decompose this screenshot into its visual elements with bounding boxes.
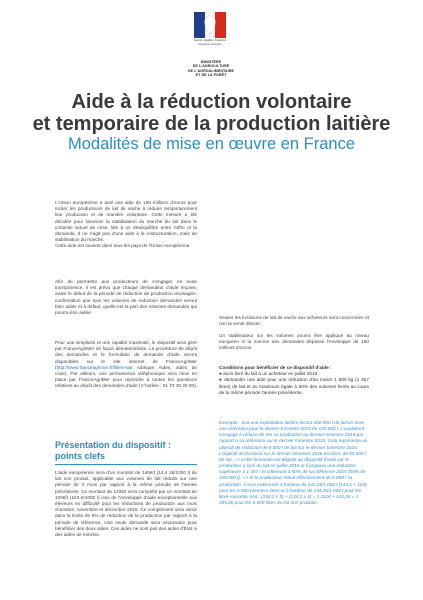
logo-motto: Liberté • Égalité • Fraternité (194, 39, 226, 42)
franceagrimer-link[interactable]: http://www.franceagrimer.fr/filiere-lait (56, 364, 133, 370)
condition-item: ● demander une aide pour une réduction d'au moins 1 500 kg (1 457 litres) de lait et au maximum égale à 50% des volumes livrés au cours de la même période l'année précédente. (219, 377, 369, 395)
conditions-title: Conditions pour bénéficier de ce dispositif d'aide : (219, 365, 332, 370)
key-points-paragraph: L'aide européenne sera d'un montant de 140€/t (14,4 2€/1000 l) de lait non produit, applicable aux volumes de lait réduits sur une période de 3 mois par rapport à la même période de l'année précédente. Ce montant de 140€/t sera complété par un montant de 100€/t (103 €/1000 l) issu de l'enveloppe d'aide exceptionnelle aux éleveurs en difficulté pour les réductions de production aux mois d'octobre, novembre et décembre 2016. Ce complément sera versé dans la limite de 5% de réduction de la production par rapport à la période de référence. Une seule demande sera nécessaire pour bénéficier des deux aides. Ces aides ne sont pas des aides d'État ni des aides de minimis. (55, 470, 197, 538)
procedure-paragraph: Pour une simplicité et une rapidité maximale, le dispositif sera géré par FranceAgriMer de façon dématérialisée. La procédure de dépôt des demandes et le formulaire de demande d'aide seront disponibles sur le site internet de FranceAgriMer (http://www.franceagrimer.fr/filiere-lait rubrique Aides, aides de crise). Par ailleurs, une permanence téléphonique sera mise en place par FranceAgriMer pour répondre à toutes les questions relatives au dépôt des demandes d'aide (n°hotline : 01 73 30 25 00). (55, 340, 197, 389)
page-subtitle: Modalités de mise en œuvre en France (67, 135, 356, 153)
conditions-block (219, 365, 369, 396)
page-title-line2: et temporaire de la production laitière (32, 113, 391, 135)
condition-item: ● avoir livré du lait à un acheteur en juillet 2016 (219, 371, 318, 377)
right-paragraph-1: Seules les livraisons de lait de vache aux acheteurs sont concernées et non la vente directe. (219, 315, 369, 327)
intro-paragraph: L'Union européenne a acté une aide de 150 millions d'euros pour inciter les producteurs de lait de vache à réduire temporairement leur production et de manière volontaire. Cette mesure a été décidée pour favoriser la stabilisation du marché du lait dans le contexte actuel de crise, liée à un déséquilibre entre l'offre et la demande. Il ne s'agit pas d'une aide à la restructuration, mais de stabilisation du marché. (55, 200, 197, 243)
right-paragraph-2: Un stabilisateur sur les volumes pourra être appliqué au niveau européen si la somme des demandes dépasse l'enveloppe de 150 millions d'euros. (219, 333, 369, 351)
ministry-name: MINISTÈRE DE L'AGRICULTURE DE L'AGROALIMENTAIRE ET DE LA FORÊT (187, 60, 235, 78)
logo-republic: République Française (198, 43, 222, 46)
intro-section (55, 200, 197, 256)
transparency-paragraph: Afin de permettre aux producteurs de s'engager en toute transparence, il est prévu que chaque demandeur d'aide reçoive, avant le début de la période de réduction de production envisagée, confirmation que tous les volumes de réduction demandés seront bien aidés et à défaut, quelle est la part des volumes demandés qui pourra être aidée. (55, 279, 197, 316)
section-title: Présentation du dispositif : points clefs (55, 440, 172, 461)
page-title-line1: Aide à la réduction volontaire (71, 91, 352, 113)
intro-paragraph-2: Cette aide est ouverte dans tous les pays de l'Union européenne. (55, 243, 191, 249)
example-box: Exemple : Soit une exploitation laitière livrant 400 000 l de lait/an avec une référence pour le dernier trimestre 2015 de 100 000 l. L'exploitant s'engage à réduire de 6% sa production au dernier trimestre 2016 par rapport à sa référence sur le dernier trimestre 2015. Cela représente un objectif de réduction de 6 000 l de lait sur le dernier trimestre 2016. L'objectif de livraison sur le dernier trimestre 2016 est donc de 94 000 l de lait. => Cette demande est éligible au dispositif d'aide car le producteur a livré du lait en juillet 2016 et il propose une réduction supérieure à 1 457 l et inférieure à 50% de sa référence 2015 (50% de 100 000 l). => Si le producteur réduit effectivement de 6 000 l sa production, il sera indemnisé à hauteur de 242,2€/1 000 l (144,2 + 103) pour les 5 000 premiers litres et à hauteur de 144,2€/1 000 l pour les litres suivants, soit : (242,2 x 5) + (144,2 x 1) = 1 211€ + 144,2€ = 1 355,2€ pour les 6 000 litres de lait non produits. (219, 420, 368, 506)
section-divider (55, 464, 197, 465)
marianne-flag-icon (194, 12, 226, 38)
